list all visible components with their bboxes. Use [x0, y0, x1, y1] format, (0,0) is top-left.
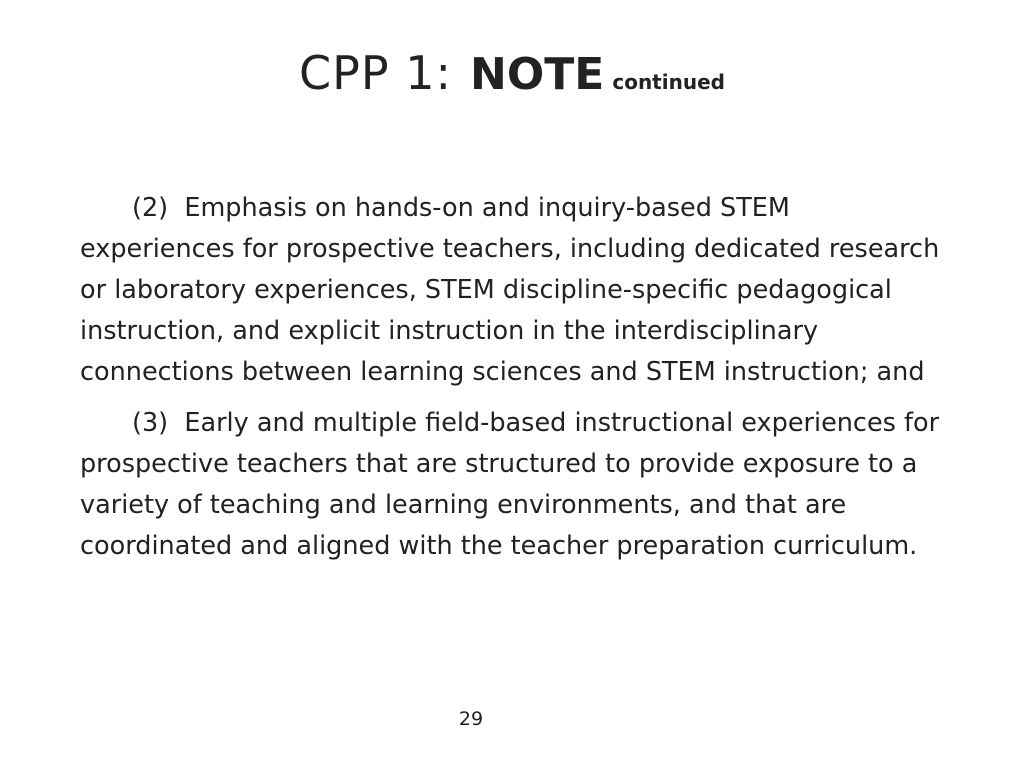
title-prefix: CPP 1: — [299, 46, 453, 100]
paragraph-2: (2) Emphasis on hands-on and inquiry-based STEM experiences for prospective teachers, including dedicated research or laboratory experiences, STEM discipline-specific pedagogical instruction, and explicit instruction in the interdisciplinary connections between learning sciences and STEM instruction; and — [80, 193, 948, 387]
title-emphasis: NOTE — [470, 49, 605, 100]
slide-title — [0, 46, 1024, 100]
title-suffix: continued — [612, 70, 725, 94]
slide-body — [80, 188, 950, 567]
paragraph-3: (3) Early and multiple field-based instructional experiences for prospective teachers that are structured to provide exposure to a variety of teaching and learning environments, and that are coordinated and aligned with the teacher preparation curriculum. — [80, 408, 948, 561]
page-number: 29 — [458, 708, 484, 730]
